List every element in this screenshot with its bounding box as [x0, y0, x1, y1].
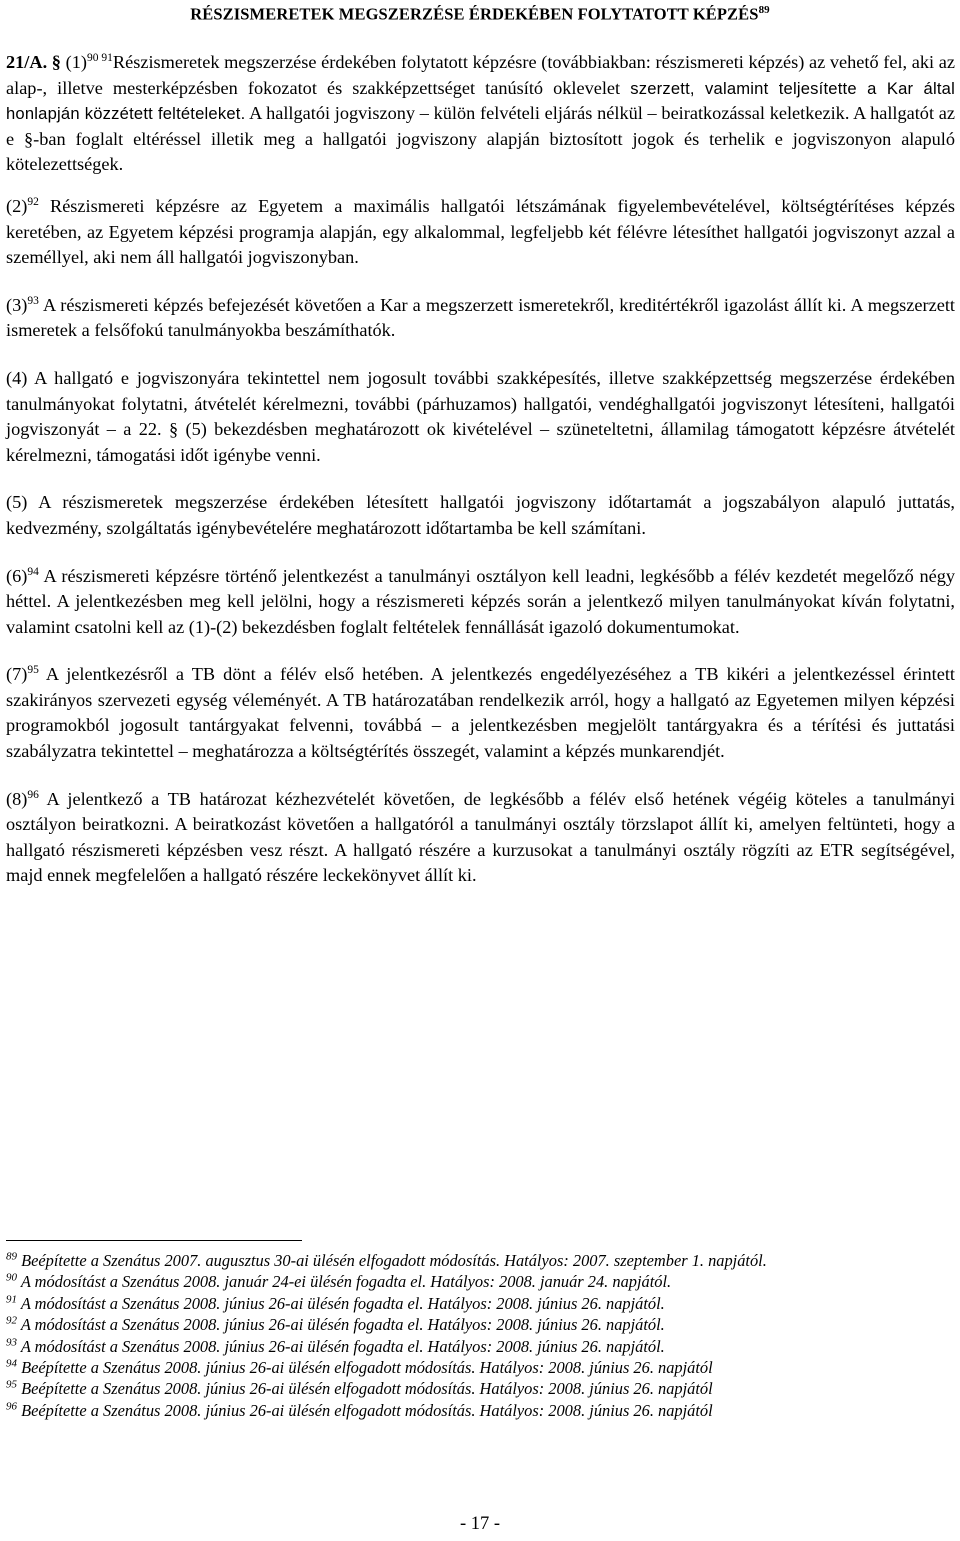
paragraph-text: Részismeretek megszerzése érdekében folytatott képzésre (továbbiakban: részismereti képzés) az vehető fel, aki az alap-, illetve mesterképzésben fokozatot és szakképzettséget tanúsító oklevelet — [6, 52, 956, 98]
footnote-90 — [6, 1271, 955, 1292]
footnote-ref: 94 — [27, 565, 39, 578]
footnote-92 — [6, 1314, 955, 1335]
page-header — [0, 4, 960, 25]
footnote-ref: 93 — [27, 294, 39, 307]
footnote-text: A módosítást a Szenátus 2008. június 26-ai ülésén fogadta el. Hatályos: 2008. június 26. napjától. — [20, 1293, 665, 1313]
footnote-text: A módosítást a Szenátus 2008. június 26-ai ülésén fogadta el. Hatályos: 2008. június 26. napjától. — [20, 1315, 665, 1335]
footnote-text: Beépítette a Szenátus 2008. június 26-ai ülésén elfogadott módosítás. Hatályos: 2008. június 26. napjától — [21, 1379, 713, 1399]
paragraph-text-sans: szerzett, valamint teljesítette a Kar által honlapján közzétett feltételeket. — [6, 78, 955, 124]
footnote-divider — [6, 1240, 302, 1241]
footnote-text: A módosítást a Szenátus 2008. június 26-ai ülésén fogadta el. Hatályos: 2008. június 26. napjától. — [20, 1336, 665, 1356]
footnote-number: 96 — [6, 1400, 17, 1413]
paragraph-text: Részismereti képzésre az Egyetem a maximális hallgatói létszámának figyelembevételével, költségtérítéses képzés keretében, az Egyetem képzési programja alapján, egy alkalommal, legfeljebb két félévre létesíthet hallgatói jogviszonyt azzal a személlyel, aki nem áll hallgatói jogviszonyban. — [6, 195, 955, 268]
paragraph-number: (4) — [6, 367, 28, 388]
footnote-text: Beépítette a Szenátus 2008. június 26-ai ülésén elfogadott módosítás. Hatályos: 2008. június 26. napjától — [21, 1358, 713, 1378]
paragraph-number: (7) — [6, 664, 28, 685]
document-body — [6, 50, 955, 911]
footnote-91 — [6, 1293, 955, 1314]
paragraph-number: (5) — [6, 492, 28, 513]
footnote-number: 95 — [6, 1378, 17, 1391]
paragraph-number: (8) — [6, 788, 28, 809]
footnotes — [6, 1250, 955, 1421]
paragraph-7 — [6, 662, 955, 764]
header-title: RÉSZISMERETEK MEGSZERZÉSE ÉRDEKÉBEN FOLYTATOTT KÉPZÉS — [190, 4, 759, 24]
page-number: - 17 - — [459, 1514, 501, 1534]
paragraph-2 — [6, 194, 955, 271]
header-footnote-ref: 89 — [758, 4, 770, 16]
paragraph-text: A jelentkező a TB határozat kézhezvételét követően, de legkésőbb a félév első hetének végéig köteles a tanulmányi osztályon beiratkozni. A beiratkozást követően a hallgatóról a tanulmányi osztály törzslapot állít ki, amelyen feltünteti, hogy a hallgató részismereti képzésben vesz részt. A hallgató részére a kurzusokat a tanulmányi osztály rögzíti az ETR segítségével, majd ennek megfelelően a hallgató részére leckekönyvet állít ki. — [6, 788, 955, 886]
paragraph-text: A részismeretek megszerzése érdekében létesített hallgatói jogviszony időtartamát a jogszabályon alapuló juttatás, kedvezmény, szolgáltatás igénybevételére meghatározott időtartamba be kell számítani. — [6, 492, 956, 538]
paragraph-text-cont: A hallgatói jogviszony – külön felvételi eljárás nélkül – beiratkozással keletkezik. A hallgatót az e §-ban foglalt eltéréssel illetik meg a hallgatói jogviszony alapján biztosított jogok és terhelik e jogviszonyon alapuló kötelezettségek. — [6, 103, 955, 175]
paragraph-number: (2) — [6, 195, 28, 216]
paragraph-number: (6) — [6, 565, 28, 586]
footnote-number: 92 — [6, 1314, 17, 1327]
footnote-number: 90 — [6, 1271, 17, 1284]
footnote-89 — [6, 1250, 955, 1271]
paragraph-text: A részismereti képzésre történő jelentkezést a tanulmányi osztályon kell leadni, legkésőbb a félév kezdetét megelőző négy héttel. A jelentkezésben meg kell jelölni, hogy a részismereti képzés során a jelentkező milyen tanulmányokat kíván folytatni, valamint csatolni kell az (1)-(2) bekezdésben foglalt feltételek fennállását igazoló dokumentumokat. — [6, 565, 955, 637]
footnote-ref: 90 91 — [86, 51, 113, 64]
footnote-number: 93 — [6, 1336, 17, 1349]
paragraph-3 — [6, 293, 955, 344]
paragraph-text: A hallgató e jogviszonyára tekintettel nem jogosult további szakképesítés, illetve szakképzettség megszerzése érdekében tanulmányokat folytatni, átvételét kérelmezni, további (párhuzamos) hallgatói, vendéghallgatói jogviszonyt létesíteni, hallgatói jogviszonyát – a 22. § (5) bekezdésben meghatározott ok kivételével – szüneteltetni, államilag támogatott képzésre átvételét kérelmezni, támogatási időt igénybe venni. — [6, 367, 956, 465]
paragraph-8 — [6, 787, 955, 889]
footnote-ref: 95 — [27, 664, 39, 677]
footnote-number: 89 — [6, 1250, 17, 1263]
paragraph-text: A jelentkezésről a TB dönt a félév első hetében. A jelentkezés engedélyezéséhez a TB kikéri a jelentkezéssel érintett szakirányos szervezeti egység véleményét. A TB határozatában rendelkezik arról, hogy a hallgató az Egyetemen milyen képzési programokból jogosult tantárgyakat felvenni, továbbá – a jelentkezésben megjelölt tantárgyakra és a térítési és juttatási szabályzatra tekintettel – meghatározza a költségtérítés összegét, valamint a képzés munkarendjét. — [6, 664, 955, 762]
footnote-ref: 96 — [27, 788, 39, 801]
paragraph-5 — [6, 490, 955, 541]
paragraph-number: (1) — [65, 52, 87, 72]
footnote-94 — [6, 1357, 955, 1378]
section-lead: 21/A. § — [6, 52, 61, 72]
paragraph-number: (3) — [6, 294, 28, 315]
paragraph-4 — [6, 366, 955, 468]
paragraph-6 — [6, 564, 955, 641]
footnote-number: 94 — [6, 1357, 17, 1370]
footnote-ref: 92 — [27, 195, 39, 208]
paragraph-1 — [6, 50, 955, 178]
footnote-96 — [6, 1400, 955, 1421]
footnote-text: A módosítást a Szenátus 2008. január 24-ei ülésén fogadta el. Hatályos: 2008. január 24. napjától. — [20, 1272, 672, 1292]
paragraph-text: A részismereti képzés befejezését követően a Kar a megszerzett ismeretekről, kreditértékről igazolást állít ki. A megszerzett ismeretek a felsőfokú tanulmányokba beszámíthatók. — [6, 294, 955, 341]
footnote-text: Beépítette a Szenátus 2008. június 26-ai ülésén elfogadott módosítás. Hatályos: 2008. június 26. napjától — [21, 1400, 713, 1420]
footnote-text: Beépítette a Szenátus 2007. augusztus 30-ai ülésén elfogadott módosítás. Hatályos: 2007. szeptember 1. napjától. — [21, 1251, 767, 1270]
footnote-95 — [6, 1378, 955, 1399]
footnote-93 — [6, 1336, 955, 1357]
footnote-number: 91 — [6, 1293, 17, 1306]
